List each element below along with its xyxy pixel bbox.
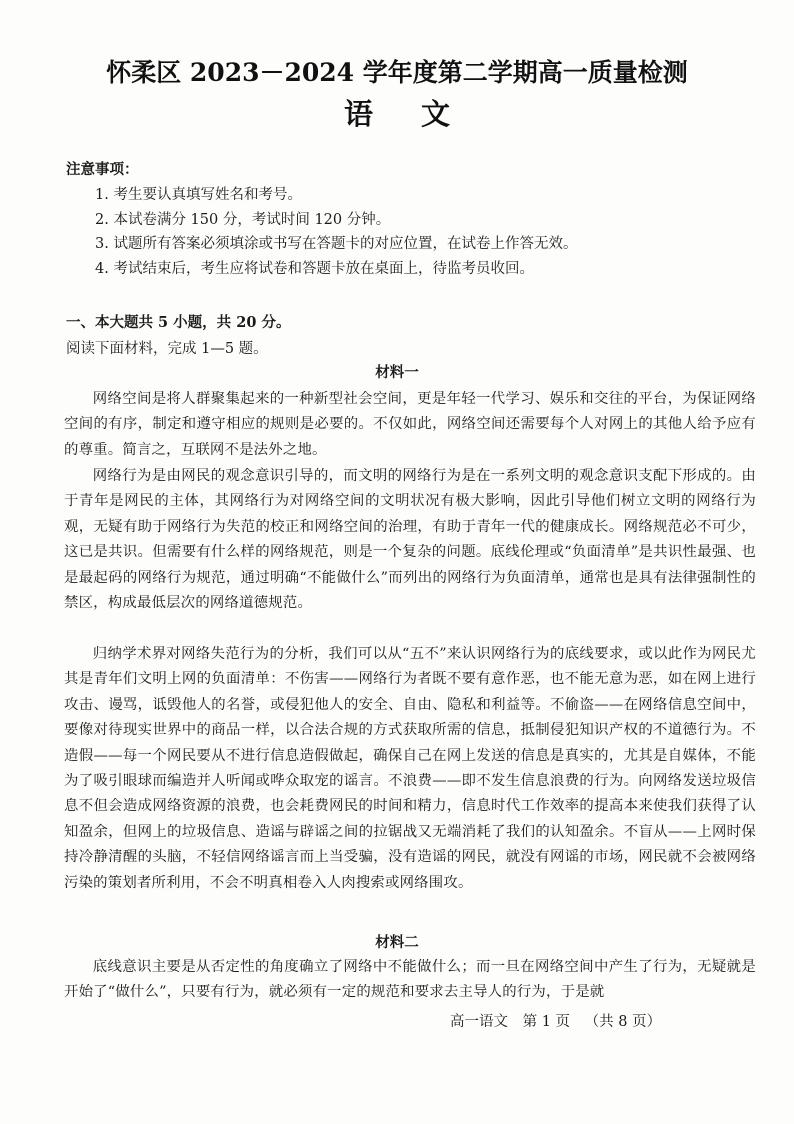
page-footer: [450, 1012, 671, 1032]
footer-course: 高一语文: [450, 1014, 508, 1030]
material1-title: 材料一: [375, 364, 419, 381]
notice-item: 1. 考生要认真填写姓名和考号。: [95, 187, 302, 203]
notice-item: 3. 试题所有答案必须填涂或书写在答题卡的对应位置，在试卷上作答无效。: [95, 236, 578, 252]
notice-list: [95, 183, 755, 281]
footer-total-pages: （共 8 页）: [584, 1014, 662, 1030]
material2-title: 材料二: [375, 934, 419, 951]
notice-item: 2. 本试卷满分 150 分，考试时间 120 分钟。: [95, 211, 391, 228]
material1-paragraph: 归纳学术界对网络失范行为的分析，我们可以从“五不”来认识网络行为的底线要求，或以此作为网民尤其是青年们文明上网的负面清单：不伤害——网络行为者既不要有意作恶，也不能无意为恶，如在网上进行攻击、谩骂，诋毁他人的名誉，或侵犯他人的安全、自由、隐私和利益等。不偷盗——在网络信息空间中，要像对待现实世界中的商品一样，以合法合规的方式获取所需的信息，抵制侵犯知识产权的不道德行为。不造假——每一个网民要从不进行信息造假做起，确保自己在网上发送的信息是真实的，尤其是自媒体，不能为了吸引眼球而编造并人听闻或哗众取宠的谣言。不浪费——即不发生信息浪费的行为。向网络发送垃圾信息不但会造成网络资源的浪费，也会耗费网民的时间和精力，信息时代工作效率的提高本来使我们获得了认知盈余，但网上的垃圾信息、造谣与辟谣之间的拉锯战又无端消耗了我们的认知盈余。不盲从——上网时保持冷静清醒的头脑，不轻信网络谣言而上当受骗，没有造谣的网民，就没有网谣的市场，网民就不会被网络污染的策划者所利用，不会不明真相卷入人肉搜索或网络围攻。: [64, 646, 756, 891]
section-heading: 一、本大题共 5 小题，共 20 分。: [66, 314, 291, 331]
exam-title: 怀柔区 2023－2024 学年度第二学期高一质量检测: [106, 58, 688, 87]
section-instruction: 阅读下面材料，完成 1—5 题。: [66, 341, 268, 357]
subject-title: 语文: [343, 97, 498, 131]
material2-paragraph: 底线意识主要是从否定性的角度确立了网络中不能做什么；而一旦在网络空间中产生了行为，无疑就是开始了“做什么”，只要有行为，就必须有一定的规范和要求去主导人的行为，于是就: [64, 959, 756, 1001]
material1-paragraph: 网络空间是将人群聚集起来的一种新型社会空间，更是年轻一代学习、娱乐和交往的平台，为保证网络空间的有序，制定和遵守相应的规则是必要的。不仅如此，网络空间还需要每个人对网上的其他人给予应有的尊重。简言之，互联网不是法外之地。: [64, 391, 756, 458]
footer-page-number: 第 1 页: [522, 1014, 571, 1030]
notice-heading: 注意事项：: [66, 161, 139, 178]
material1-paragraph: 网络行为是由网民的观念意识引导的，而文明的网络行为是在一系列文明的观念意识支配下形成的。由于青年是网民的主体，其网络行为对网络空间的文明状况有极大影响，因此引导他们树立文明的网络行为观，无疑有助于网络行为失范的校正和网络空间的治理，有助于青年一代的健康成长。网络规范必不可少，这已是共识。但需要有什么样的网络规范，则是一个复杂的问题。底线伦理或“负面清单”是共识性最强、也是最起码的网络行为规范，通过明确“不能做什么”而列出的网络行为负面清单，通常也是具有法律强制性的禁区，构成最低层次的网络道德规范。: [64, 468, 756, 612]
notice-item: 4. 考试结束后，考生应将试卷和答题卡放在桌面上，待监考员收回。: [95, 260, 534, 277]
